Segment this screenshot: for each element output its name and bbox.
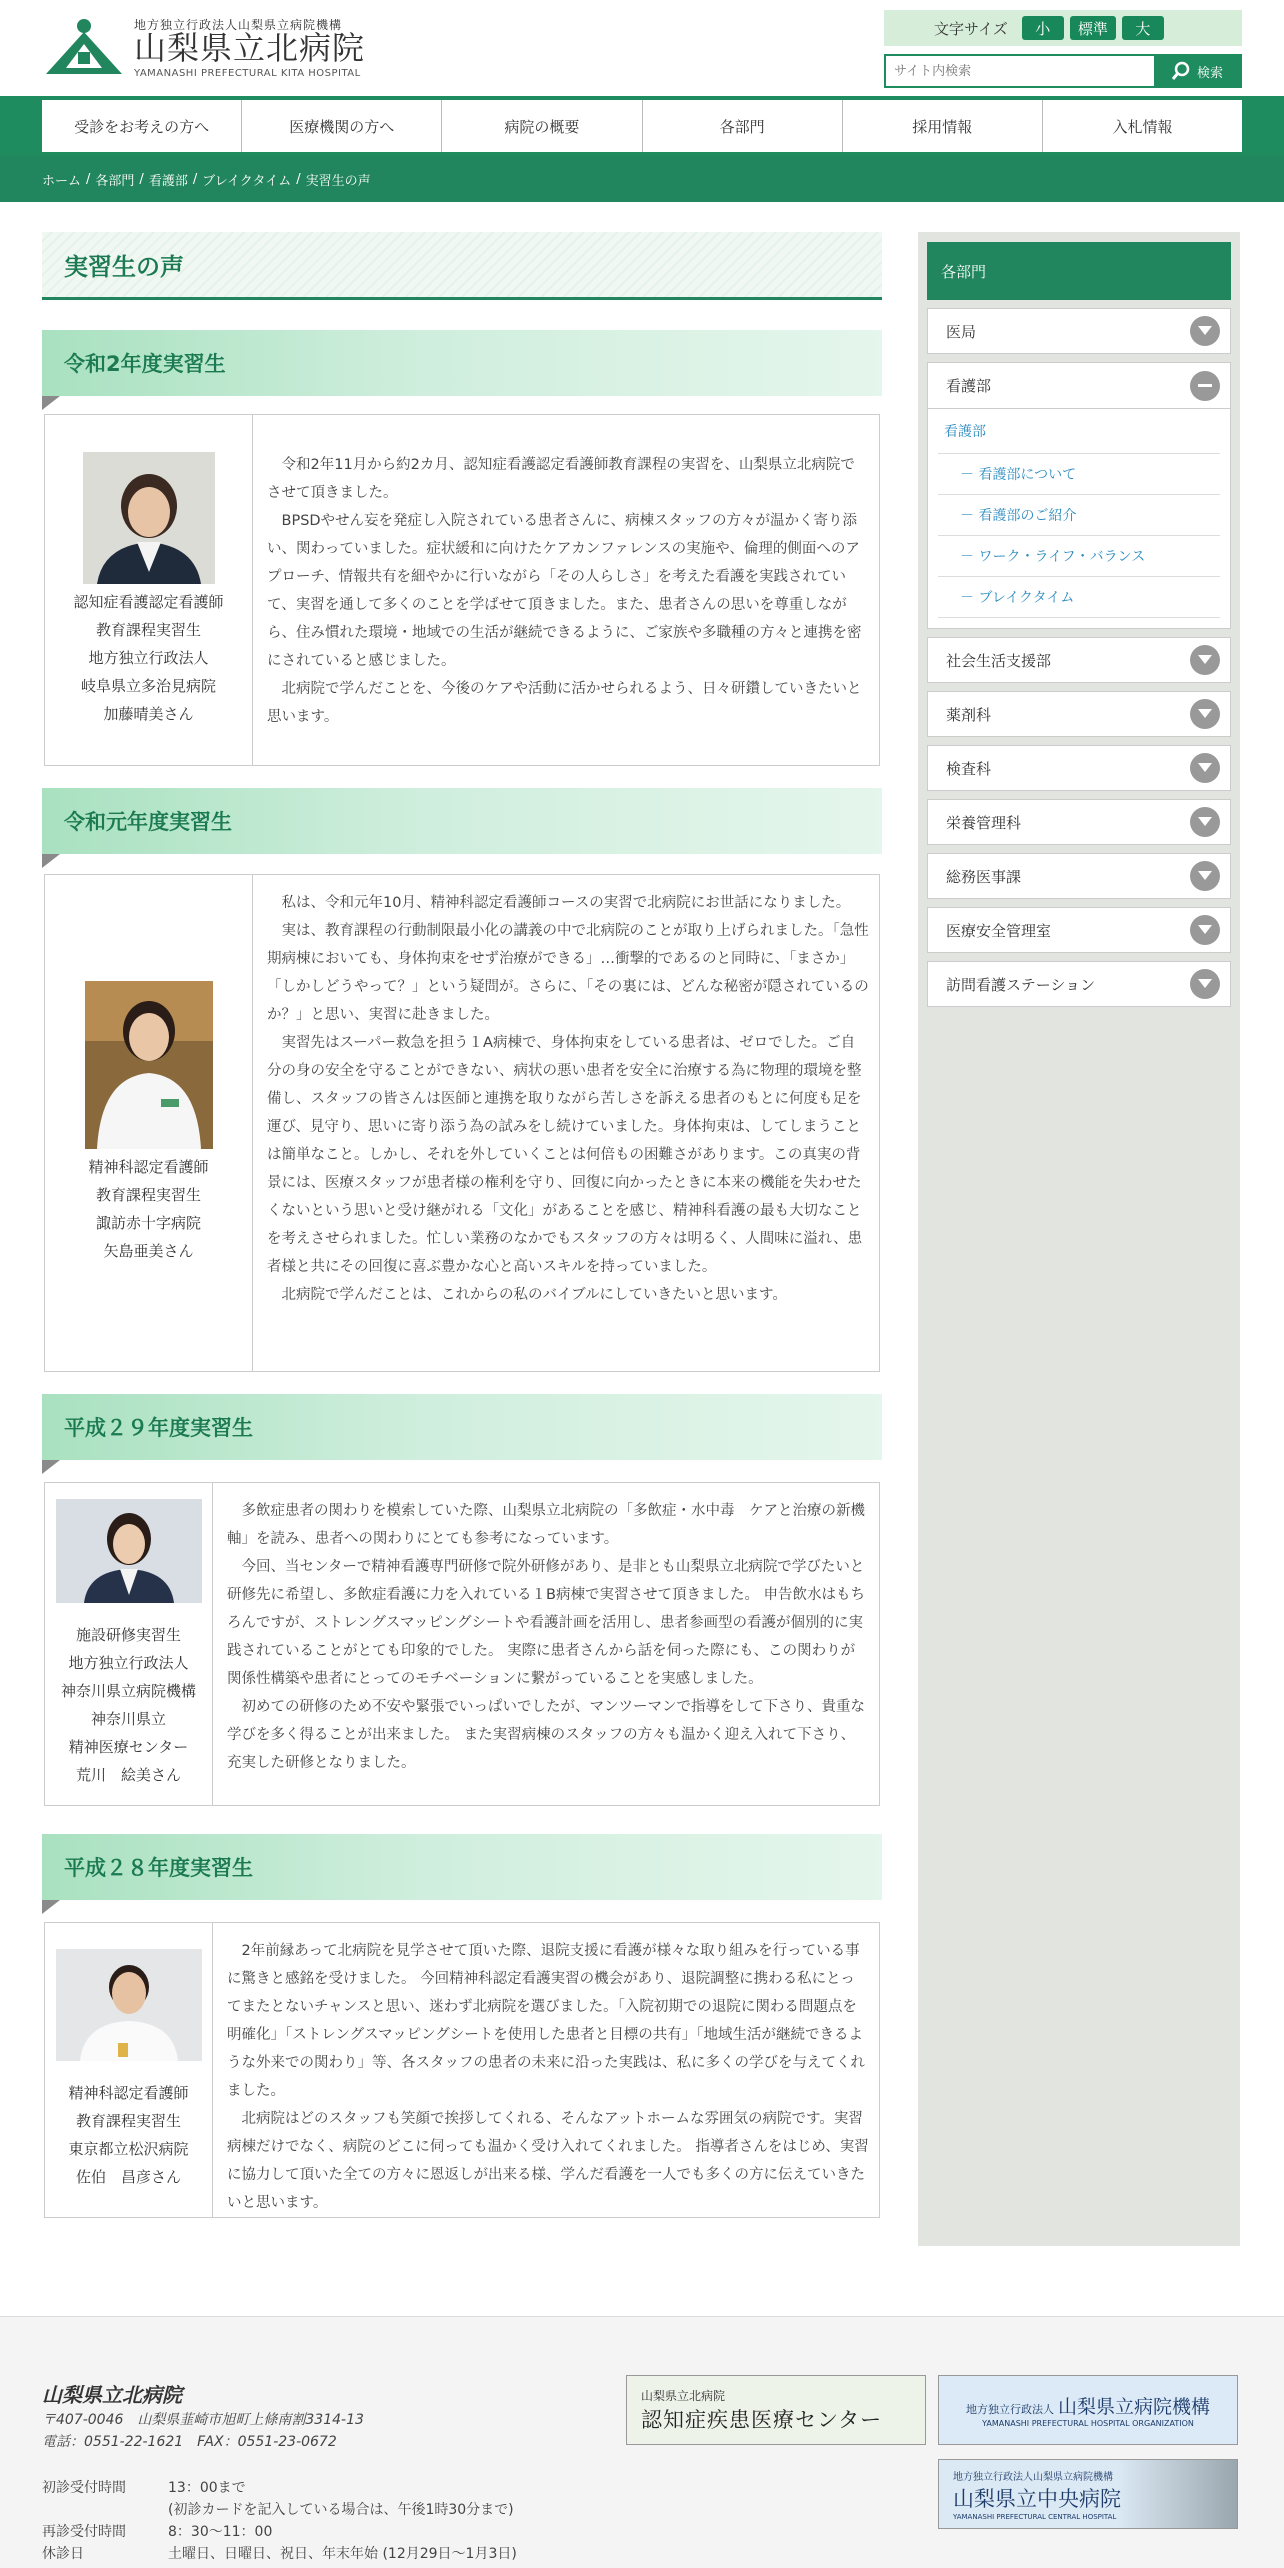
banner-sub: 地方独立行政法人 bbox=[965, 2403, 1054, 2416]
sidebar-item-nutrition[interactable] bbox=[927, 799, 1231, 845]
trainee-card bbox=[44, 1482, 880, 1806]
trainee-comment: 2年前縁あって北病院を見学させて頂いた際、退院支援に看護が様々な取り組みを行っている事に驚きと感銘を受けました。 今回精神科認定看護実習の機会があり、退院調整に携わる私にとってまたとないチャンスと思い、迷わず北病院を選びました。「入院初期での退院に関わる問題点を明確化」「ストレングスマッピングシートを使用した患者と目標の共有」「地域生活が継続できるような外来での関わり」等、各スタッフの患者の未来に沿った実践は、私に多くの学びを与えてくれました。 北病院はどのスタッフも笑顔で挨拶してくれる、そんなアットホームな雰囲気の病院です。実習病棟だけでなく、病院のどこに伺っても温かく受け入れてくれました。 指導者さんをはじめ、実習に協力して頂いた全ての方々に恩返しが出来る様、学んだ看護を一人でも多くの方に伝えていきたいと思います。 bbox=[227, 1943, 869, 2211]
banner-main: 認知症疾患医療センター bbox=[641, 2407, 883, 2432]
sidebar-sub-breaktime[interactable]: － ブレイクタイム bbox=[938, 577, 1220, 618]
section-heisei29 bbox=[42, 1394, 882, 1784]
banner-dementia-center[interactable] bbox=[626, 2375, 926, 2445]
trainee-profile-line: 認知症看護認定看護師 bbox=[73, 593, 224, 611]
sidebar-item-label: 訪問看護ステーション bbox=[946, 975, 1096, 994]
breadcrumb-breaktime[interactable]: ブレイクタイム bbox=[202, 173, 292, 189]
minus-icon bbox=[1190, 371, 1220, 401]
trainee-profile-line: 地方独立行政法人 bbox=[68, 1654, 189, 1672]
sidebar-item-home-nursing[interactable] bbox=[927, 961, 1231, 1007]
breadcrumb: ホーム / 各部門 / 看護部 / ブレイクタイム / 実習生の声 bbox=[0, 156, 1284, 202]
trainee-profile bbox=[45, 1923, 213, 2217]
sidebar-sub-nursing-intro[interactable]: － 看護部のご紹介 bbox=[938, 495, 1220, 536]
search-input[interactable] bbox=[886, 56, 1154, 86]
hours-value: 8：30～11：00 bbox=[168, 2524, 273, 2540]
hours-key bbox=[42, 2499, 168, 2521]
hours-key: 再診受付時間 bbox=[42, 2524, 126, 2540]
sidebar-item-general-affairs[interactable] bbox=[927, 853, 1231, 899]
footer-address-block bbox=[42, 2409, 364, 2453]
logo-english-name: YAMANASHI PREFECTURAL KITA HOSPITAL bbox=[134, 68, 361, 79]
trainee-card bbox=[44, 1922, 880, 2218]
sidebar-open-nursing bbox=[927, 362, 1231, 629]
trainee-photo bbox=[85, 981, 213, 1149]
breadcrumb-home[interactable]: ホーム bbox=[42, 173, 82, 189]
banner-eng: YAMANASHI PREFECTURAL HOSPITAL ORGANIZATION bbox=[982, 2419, 1194, 2428]
chevron-down-icon bbox=[1190, 807, 1220, 837]
banner-main: 山梨県立病院機構 bbox=[1057, 2396, 1210, 2418]
section-title: 令和元年度実習生 bbox=[64, 810, 232, 834]
banner-eng: YAMANASHI PREFECTURAL CENTRAL HOSPITAL bbox=[953, 2512, 1117, 2521]
trainee-comment: 私は、令和元年10月、精神科認定看護師コースの実習で北病院にお世話になりました。 実は、教育課程の行動制限最小化の講義の中で北病院のことが取り上げられました。「急性期病棟においても、身体拘束をせず治療ができる」…衝撃的であるのと同時に、「まさか」「しかしどうやって？」という疑問が。さらに、「その裏には、どんな秘密が隠されているのか？」と思い、実習に赴きました。 実習先はスーパー救急を担う１A病棟で、身体拘束をしている患者は、ゼロでした。ご自分の身の安全を守ることができない、病状の悪い患者を安全に治療する為に物理的環境を整備し、スタッフの皆さんは医師と連携を取りながら苦しさを訴える患者のもとに何度も足を運び、見守り、思いに寄り添う為の試みをし続けていました。身体拘束は、してしまうことは簡単なこと。しかし、それを外していくことは何倍もの困難さがあります。この真実の背景には、医療スタッフが患者様の権利を守り、回復に向かったときに本来の機能を失わせたくないという思いと受け継がれる「文化」があることを感じ、精神科看護の最も大切なことを考えさせられました。忙しい業務のなかでもスタッフの方々は明るく、人間味に溢れ、患者様と共にその回復に喜ぶ豊かな心と高いスキルを持っていました。 北病院で学んだことは、これからの私のバイブルにしていきたいと思います。 bbox=[267, 895, 869, 1303]
font-size-large-button[interactable]: 大 bbox=[1122, 16, 1164, 40]
trainee-profile-line: 教育課程実習生 bbox=[95, 621, 201, 639]
sidebar-item-pharmacy[interactable] bbox=[927, 691, 1231, 737]
sidebar-item-laboratory[interactable] bbox=[927, 745, 1231, 791]
nav-item-overview[interactable]: 病院の概要 bbox=[441, 100, 641, 152]
hours-key: 休診日 bbox=[42, 2546, 84, 2562]
trainee-profile-line: 教育課程実習生 bbox=[95, 1186, 201, 1204]
sidebar-item-label: 社会生活支援部 bbox=[946, 651, 1052, 670]
trainee-profile bbox=[45, 1483, 213, 1805]
sidebar-heading: 各部門 bbox=[927, 242, 1231, 300]
trainee-comment: 令和2年11月から約2カ月、認知症看護認定看護師教育課程の実習を、山梨県立北病院でさせて頂きました。 BPSDやせん妄を発症し入院されている患者さんに、病棟スタッフの方々が温かく寄り添い、関わっていました。症状緩和に向けたケアカンファレンスの実施や、倫理的側面へのアプローチ、情報共有を細やかに行いながら「その人らしさ」を考えた看護を実践されていて、実習を通して多くのことを学ばせて頂きました。また、患者さんの思いを尊重しながら、住み慣れた環境・地域での生活が継続できるように、ご家族や多職種の方々と連携を密にされていると感じました。 北病院で学んだことを、今後のケアや活動に活かせられるよう、日々研鑽していきたいと思います。 bbox=[267, 457, 862, 725]
trainee-profile-line: 佐伯 昌彦さん bbox=[75, 2168, 181, 2186]
main-content bbox=[42, 232, 882, 2211]
site-search bbox=[884, 54, 1242, 88]
banner-sub: 山梨県立北病院 bbox=[641, 2388, 726, 2403]
trainee-photo bbox=[56, 1949, 202, 2061]
section-heading bbox=[42, 1834, 882, 1900]
font-size-small-button[interactable]: 小 bbox=[1022, 16, 1064, 40]
sidebar-item-label: 薬剤科 bbox=[946, 705, 992, 724]
banner-central-hospital[interactable] bbox=[938, 2459, 1238, 2529]
trainee-profile bbox=[45, 415, 253, 765]
hours-value: (初診カードを記入している場合は、午後1時30分まで) bbox=[168, 2502, 514, 2518]
sidebar-item-label: 栄養管理科 bbox=[946, 813, 1022, 832]
chevron-down-icon bbox=[1190, 969, 1220, 999]
section-heading bbox=[42, 330, 882, 396]
sidebar-item-label: 総務医事課 bbox=[946, 867, 1022, 886]
chevron-down-icon bbox=[1190, 753, 1220, 783]
sidebar-item-label: 医療安全管理室 bbox=[946, 921, 1052, 940]
trainee-profile bbox=[45, 875, 253, 1371]
font-size-normal-button[interactable]: 標準 bbox=[1070, 16, 1116, 40]
sidebar-item-social-support[interactable] bbox=[927, 637, 1231, 683]
banner-hospital-organization[interactable] bbox=[938, 2375, 1238, 2445]
trainee-card bbox=[44, 414, 880, 766]
banner-sub: 地方独立行政法人山梨県立病院機構 bbox=[953, 2471, 1113, 2483]
section-reiwa2 bbox=[42, 330, 882, 725]
font-size-switcher bbox=[884, 10, 1242, 46]
sidebar-item-nursing[interactable] bbox=[928, 363, 1230, 409]
trainee-profile-line: 矢島亜美さん bbox=[103, 1242, 194, 1260]
sidebar-sub-work-life-balance[interactable]: － ワーク・ライフ・バランス bbox=[938, 536, 1220, 577]
trainee-photo bbox=[56, 1499, 202, 1603]
breadcrumb-current: 実習生の声 bbox=[305, 173, 371, 189]
sidebar-item-label: 医局 bbox=[946, 322, 977, 341]
section-reiwa1 bbox=[42, 788, 882, 1303]
trainee-profile-line: 施設研修実習生 bbox=[75, 1626, 181, 1644]
section-heading bbox=[42, 788, 882, 854]
search-button-label: 検索 bbox=[1196, 65, 1223, 81]
nav-item-bidding[interactable]: 入札情報 bbox=[1042, 100, 1242, 152]
trainee-profile-line: 精神医療センター bbox=[68, 1738, 189, 1756]
section-heading bbox=[42, 1394, 882, 1460]
section-title: 平成２９年度実習生 bbox=[64, 1416, 253, 1440]
trainee-profile-line: 神奈川県立 bbox=[90, 1710, 166, 1728]
trainee-profile-line: 岐阜県立多治見病院 bbox=[80, 677, 216, 695]
search-button[interactable] bbox=[1154, 56, 1240, 86]
footer-hospital-name: 山梨県立北病院 bbox=[42, 2383, 182, 2407]
nav-item-patients[interactable]: 受診をお考えの方へ bbox=[74, 117, 210, 136]
hours-key: 初診受付時間 bbox=[42, 2480, 126, 2496]
section-title: 令和2年度実習生 bbox=[64, 352, 226, 376]
trainee-profile-line: 諏訪赤十字病院 bbox=[95, 1214, 201, 1232]
hospital-logo-icon bbox=[42, 16, 126, 76]
trainee-profile-line: 精神科認定看護師 bbox=[88, 1158, 209, 1176]
section-title: 平成２８年度実習生 bbox=[64, 1856, 253, 1880]
footer-phone: 電話：0551-22-1621 FAX：0551-23-0672 bbox=[42, 2434, 337, 2450]
breadcrumb-departments[interactable]: 各部門 bbox=[95, 173, 135, 189]
logo-hospital-name: 山梨県立北病院 bbox=[134, 29, 366, 67]
search-icon bbox=[1171, 61, 1191, 81]
trainee-profile-line: 神奈川県立病院機構 bbox=[60, 1682, 196, 1700]
trainee-profile-line: 荒川 絵美さん bbox=[75, 1766, 181, 1784]
nav-item-recruitment[interactable]: 採用情報 bbox=[842, 100, 1042, 152]
trainee-profile-line: 加藤晴美さん bbox=[103, 705, 194, 723]
sidebar-sub-nursing-top[interactable]: 看護部 bbox=[938, 409, 1220, 454]
banner-main: 山梨県立中央病院 bbox=[953, 2486, 1121, 2511]
trainee-photo bbox=[83, 452, 215, 584]
chevron-down-icon bbox=[1190, 915, 1220, 945]
chevron-down-icon bbox=[1190, 645, 1220, 675]
nav-item-medical-institutions[interactable]: 医療機関の方へ bbox=[241, 100, 441, 152]
sidebar bbox=[918, 232, 1240, 2246]
site-logo[interactable] bbox=[42, 16, 366, 79]
site-header bbox=[0, 0, 1284, 96]
site-footer bbox=[0, 2316, 1284, 2568]
font-size-label: 文字サイズ bbox=[934, 19, 1008, 38]
trainee-profile-line: 教育課程実習生 bbox=[75, 2112, 181, 2130]
trainee-card bbox=[44, 874, 880, 1372]
trainee-comment: 多飲症患者の関わりを模索していた際、山梨県立北病院の「多飲症・水中毒 ケアと治療の新機軸」を読み、患者への関わりにとても参考になっています。 今回、当センターで精神看護専門研修で院外研修があり、是非とも山梨県立北病院で学びたいと研修先に希望し、多飲症看護に力を入れている１B病棟で実習させて頂きました。 申告飲水はもちろんですが、ストレングスマッピングシートや看護計画を活用し、患者参画型の看護が個別的に実践されていることがとても印象的でした。 実際に患者さんから話を伺った際にも、この関わりが関係性構築や患者にとってのモチベーションに繋がっていることを実感しました。 初めての研修のため不安や緊張でいっぱいでしたが、マンツーマンで指導をして下さり、貴重な学びを多く得ることが出来ました。 また実習病棟のスタッフの方々も温かく迎え入れて下さり、充実した研修となりました。 bbox=[227, 1503, 866, 1771]
chevron-down-icon bbox=[1190, 861, 1220, 891]
breadcrumb-nursing[interactable]: 看護部 bbox=[148, 173, 188, 189]
sidebar-item-label: 検査科 bbox=[946, 759, 992, 778]
section-heisei28 bbox=[42, 1834, 882, 2211]
trainee-profile-line: 東京都立松沢病院 bbox=[68, 2140, 189, 2158]
page-title: 実習生の声 bbox=[42, 232, 882, 300]
sidebar-item-label: 看護部 bbox=[946, 377, 992, 395]
trainee-profile-line: 地方独立行政法人 bbox=[88, 649, 209, 667]
chevron-down-icon bbox=[1190, 699, 1220, 729]
logo-organization: 地方独立行政法人山梨県立病院機構 bbox=[134, 18, 343, 32]
footer-address: 〒407-0046 山梨県韮崎市旭町上條南割3314-13 bbox=[42, 2412, 364, 2428]
sidebar-sub-about-nursing[interactable]: － 看護部について bbox=[938, 454, 1220, 495]
sidebar-item-medical-office[interactable] bbox=[927, 308, 1231, 354]
global-nav bbox=[0, 96, 1284, 156]
chevron-down-icon bbox=[1190, 316, 1220, 346]
sidebar-item-safety[interactable] bbox=[927, 907, 1231, 953]
footer-hours bbox=[42, 2477, 517, 2565]
hours-value: 土曜日、日曜日、祝日、年末年始 (12月29日～1月3日) bbox=[168, 2546, 517, 2562]
trainee-profile-line: 精神科認定看護師 bbox=[68, 2084, 189, 2102]
nav-item-departments[interactable]: 各部門 bbox=[642, 100, 842, 152]
hours-value: 13：00まで bbox=[168, 2480, 246, 2496]
